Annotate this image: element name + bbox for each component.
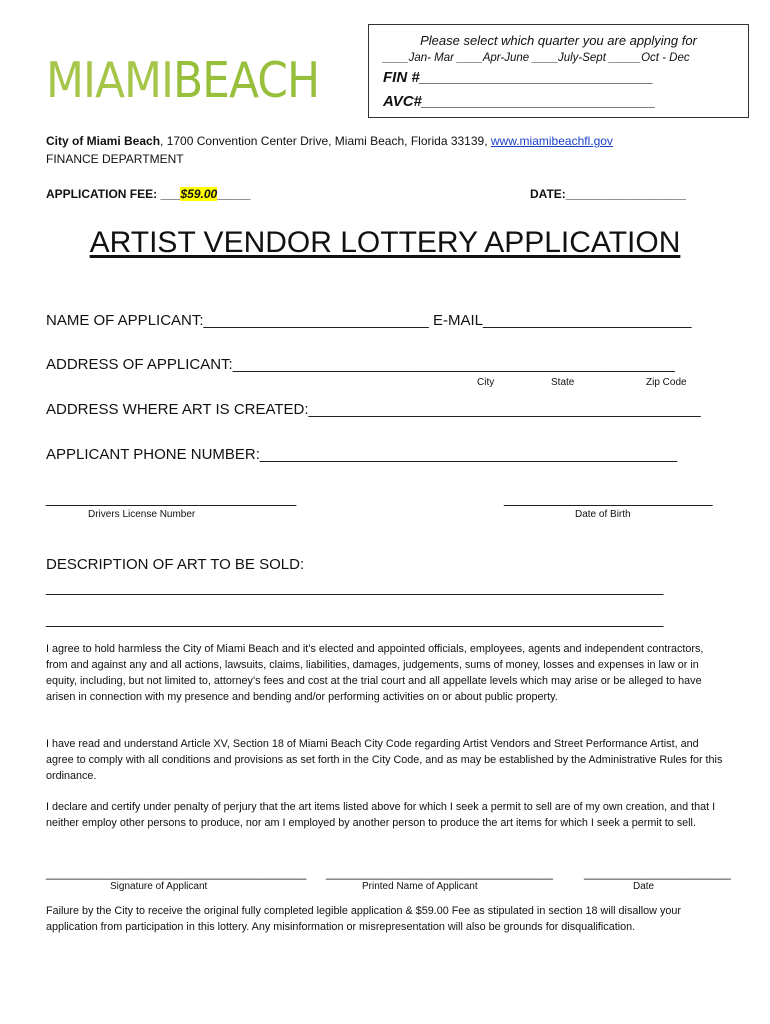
name-email-field[interactable]: NAME OF APPLICANT:___________________________ E-MAIL_________________________: [46, 312, 692, 329]
drivers-license-label: Drivers License Number: [88, 509, 196, 520]
hold-harmless-paragraph: I agree to hold harmless the City of Miami Beach and it’s elected and appointed officials, employees, agents and independent contractors, from and against any and all actions, lawsuits, claims, liabilities, damages, judgements, sums of money, losses and expenses in law or in equity, including, but not limited to, attorney’s fees and cost at the trial court and all appellate levels which may arise or be alleged to have arisen in connection with my presence and bending and/or performing activities on or about public property.: [46, 643, 704, 703]
website-link[interactable]: www.miamibeachfl.gov: [490, 134, 613, 148]
form-title: ARTIST VENDOR LOTTERY APPLICATION: [89, 226, 681, 259]
fee-underline: _____: [217, 187, 251, 201]
avc-field[interactable]: AVC#____________________________: [383, 93, 656, 110]
miami-beach-logo: [46, 52, 319, 109]
description-label: DESCRIPTION OF ART TO BE SOLD:: [46, 556, 305, 573]
footer-notice: Failure by the City to receive the original fully completed legible application & $59.00 Fee as stipulated in section 18 will disallow your application from participation in this lottery. Any misinformation or misrepresentation will also be grounds for disqualification.: [46, 905, 681, 933]
city-address: , 1700 Convention Center Drive, Miami Beach, Florida 33139,: [160, 134, 491, 148]
signature-line[interactable]: _______________________________________: [46, 866, 307, 880]
city-name: City of Miami Beach: [46, 134, 161, 148]
fee-value: $59.00: [180, 187, 218, 201]
city-label: City: [477, 377, 495, 388]
art-address-field[interactable]: ADDRESS WHERE ART IS CREATED:_______________________________________________: [46, 401, 701, 418]
city-code-paragraph: I have read and understand Article XV, Section 18 of Miami Beach City Code regarding Artist Vendors and Street Performance Artist, and agree to comply with all conditions and provisions as set forth in the City Code, and as may be established by the Administrative Rules for this ordinance.: [46, 738, 723, 782]
quarter-selection-box: [368, 24, 749, 118]
dob-label: Date of Birth: [575, 509, 631, 520]
description-line-2[interactable]: __________________________________________________________________________: [46, 611, 664, 628]
signature-date-label: Date: [633, 881, 655, 892]
description-line-1[interactable]: __________________________________________________________________________: [46, 579, 664, 596]
quarter-box-title: Please select which quarter you are applying for: [420, 33, 697, 48]
department-label: FINANCE DEPARTMENT: [46, 152, 184, 166]
logo-text-beach: BEACH: [172, 52, 320, 110]
city-address-line: [46, 134, 613, 148]
applicant-address-field[interactable]: ADDRESS OF APPLICANT:_____________________________________________________: [46, 356, 675, 373]
drivers-license-line[interactable]: ______________________________: [46, 490, 297, 507]
signature-date-line[interactable]: ______________________: [584, 866, 731, 880]
signature-label: Signature of Applicant: [110, 881, 208, 892]
printed-name-line[interactable]: __________________________________: [326, 866, 553, 880]
date-field[interactable]: DATE:__________________: [530, 187, 686, 201]
fin-field[interactable]: FIN #____________________________: [383, 69, 654, 86]
state-label: State: [551, 377, 575, 388]
fee-label: APPLICATION FEE: ___: [46, 187, 181, 201]
phone-field[interactable]: APPLICANT PHONE NUMBER:__________________________________________________: [46, 446, 678, 463]
quarter-options[interactable]: ____Jan- Mar ____Apr-June ____July-Sept _____Oct - Dec: [383, 52, 690, 64]
dob-line[interactable]: _________________________: [504, 490, 713, 507]
perjury-paragraph: I declare and certify under penalty of perjury that the art items listed above for which I seek a permit to sell are of my own creation, and that I neither employ other persons to produce, nor am I employed by another person to produce the art items for which I seek a permit to sell.: [46, 801, 716, 829]
printed-name-label: Printed Name of Applicant: [362, 881, 478, 892]
zip-label: Zip Code: [646, 377, 687, 388]
application-fee: [46, 187, 251, 201]
logo-text-miami: MIAMI: [46, 52, 173, 110]
